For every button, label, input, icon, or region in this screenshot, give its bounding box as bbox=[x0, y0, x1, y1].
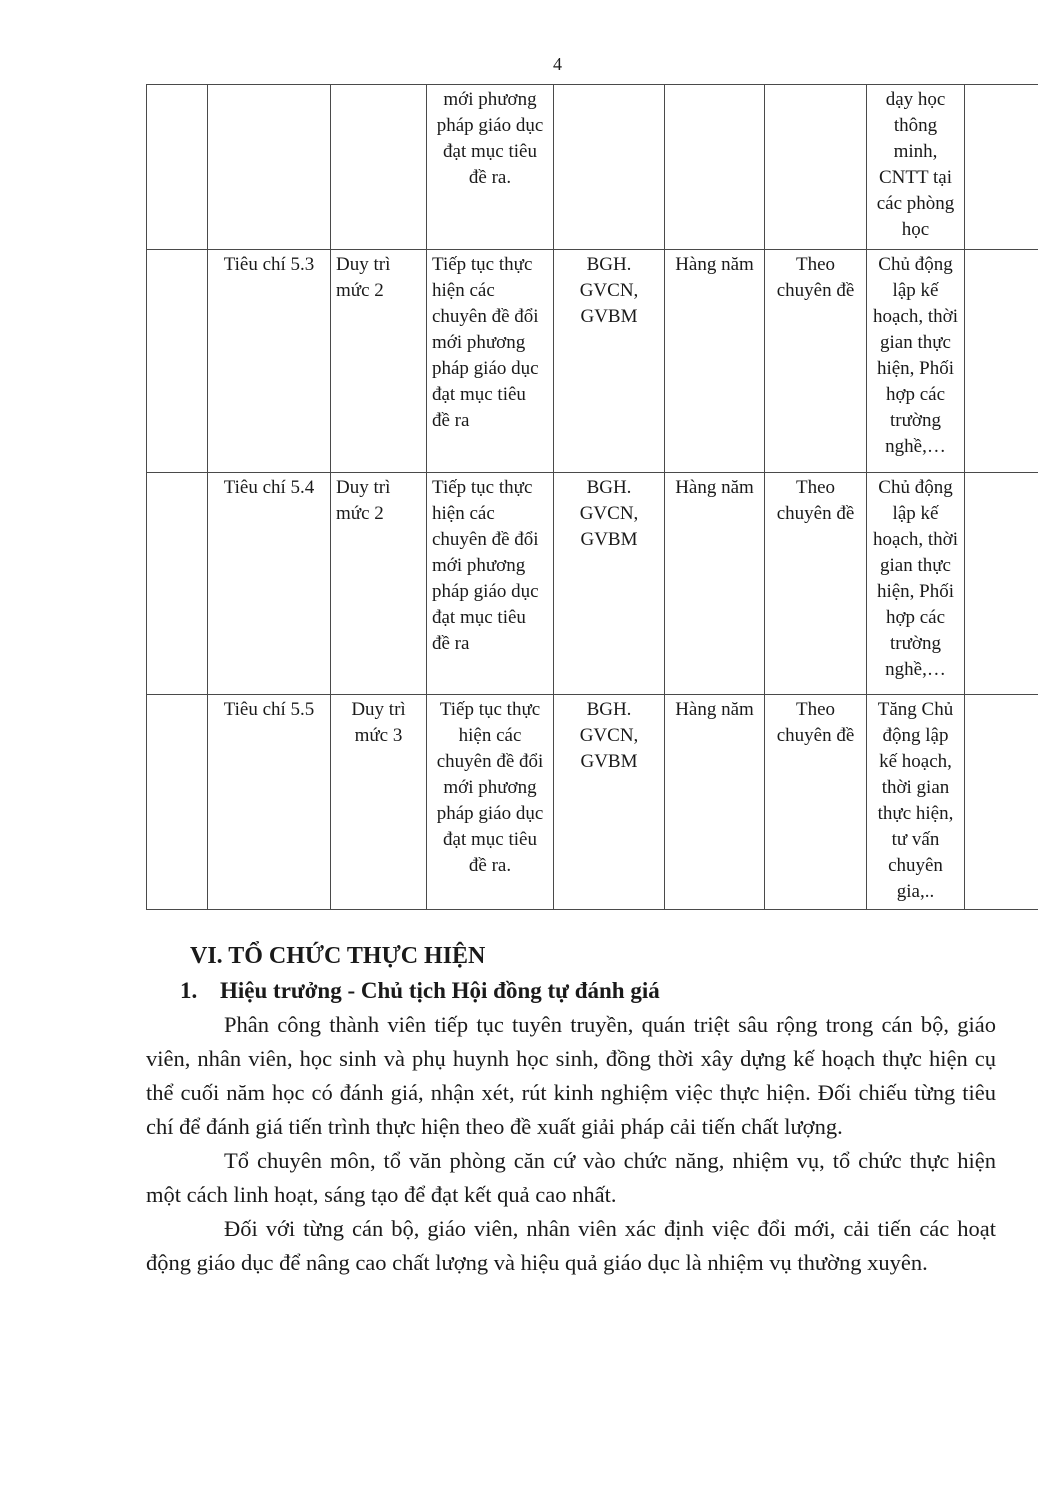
table-row bbox=[147, 695, 1038, 910]
improvement-plan-table bbox=[146, 84, 1038, 910]
time-cell bbox=[665, 85, 765, 250]
note-cell bbox=[965, 250, 1038, 473]
organization-section bbox=[146, 938, 996, 1280]
paragraph: Đối với từng cán bộ, giáo viên, nhân viên xác định việc đổi mới, cải tiến các hoạt động giáo dục để nâng cao chất lượng và hiệu quả giáo dục là nhiệm vụ thường xuyên. bbox=[146, 1216, 996, 1275]
table-row bbox=[147, 85, 1038, 250]
task-cell: Tiếp tục thực hiện các chuyên đề đổi mới phương pháp giáo dục đạt mục tiêu đề ra bbox=[427, 473, 554, 695]
task-cell: mới phương pháp giáo dục đạt mục tiêu đề ra. bbox=[427, 85, 554, 250]
task-cell: Tiếp tục thực hiện các chuyên đề đổi mới phương pháp giáo dục đạt mục tiêu đề ra. bbox=[427, 695, 554, 910]
level-cell: Duy trì mức 2 bbox=[331, 250, 427, 473]
paragraph: Tổ chuyên môn, tổ văn phòng căn cứ vào chức năng, nhiệm vụ, tổ chức thực hiện một cách linh hoạt, sáng tạo để đạt kết quả cao nhất. bbox=[146, 1148, 996, 1207]
criterion-cell: Tiêu chí 5.4 bbox=[208, 473, 331, 695]
index-cell bbox=[147, 85, 208, 250]
responsible-cell bbox=[554, 85, 665, 250]
product-cell: Theo chuyên đề bbox=[765, 695, 867, 910]
index-cell bbox=[147, 250, 208, 473]
time-cell: Hàng năm bbox=[665, 473, 765, 695]
subsection-heading bbox=[146, 974, 996, 1008]
note-cell bbox=[965, 695, 1038, 910]
level-cell: Duy trì mức 3 bbox=[331, 695, 427, 910]
table-row bbox=[147, 473, 1038, 695]
section-title: VI. TỔ CHỨC THỰC HIỆN bbox=[190, 943, 486, 969]
responsible-cell: BGH. GVCN, GVBM bbox=[554, 695, 665, 910]
conditions-cell: Chủ động lập kế hoạch, thời gian thực hiện, Phối hợp các trường nghề,… bbox=[867, 250, 965, 473]
conditions-cell: Chủ động lập kế hoạch, thời gian thực hiện, Phối hợp các trường nghề,… bbox=[867, 473, 965, 695]
level-cell: Duy trì mức 2 bbox=[331, 473, 427, 695]
subsection-number: 1. bbox=[180, 978, 198, 1003]
conditions-cell: Tăng Chủ động lập kế hoạch, thời gian thực hiện, tư vấn chuyên gia,.. bbox=[867, 695, 965, 910]
responsible-cell: BGH. GVCN, GVBM bbox=[554, 473, 665, 695]
criterion-cell: Tiêu chí 5.5 bbox=[208, 695, 331, 910]
time-cell: Hàng năm bbox=[665, 250, 765, 473]
index-cell bbox=[147, 695, 208, 910]
page-number: 4 bbox=[553, 54, 562, 74]
conditions-cell: dạy học thông minh, CNTT tại các phòng học bbox=[867, 85, 965, 250]
criterion-cell: Tiêu chí 5.3 bbox=[208, 250, 331, 473]
note-cell bbox=[965, 85, 1038, 250]
paragraph: Phân công thành viên tiếp tục tuyên truyền, quán triệt sâu rộng trong cán bộ, giáo viên, nhân viên, học sinh và phụ huynh học sinh, đồng thời xây dựng kế hoạch thực hiện cụ thể cuối năm học có đánh giá, nhận xét, rút kinh nghiệm việc thực hiện. Đối chiếu từng tiêu chí để đánh giá tiến trình thực hiện theo đề xuất giải pháp cải tiến chất lượng. bbox=[146, 1012, 996, 1139]
subsection-title: Hiệu trưởng - Chủ tịch Hội đồng tự đánh giá bbox=[220, 978, 660, 1003]
product-cell: Theo chuyên đề bbox=[765, 473, 867, 695]
task-cell: Tiếp tục thực hiện các chuyên đề đổi mới phương pháp giáo dục đạt mục tiêu đề ra bbox=[427, 250, 554, 473]
table-row bbox=[147, 250, 1038, 473]
time-cell: Hàng năm bbox=[665, 695, 765, 910]
index-cell bbox=[147, 473, 208, 695]
level-cell bbox=[331, 85, 427, 250]
product-cell bbox=[765, 85, 867, 250]
criterion-cell bbox=[208, 85, 331, 250]
product-cell: Theo chuyên đề bbox=[765, 250, 867, 473]
note-cell bbox=[965, 473, 1038, 695]
responsible-cell: BGH. GVCN, GVBM bbox=[554, 250, 665, 473]
